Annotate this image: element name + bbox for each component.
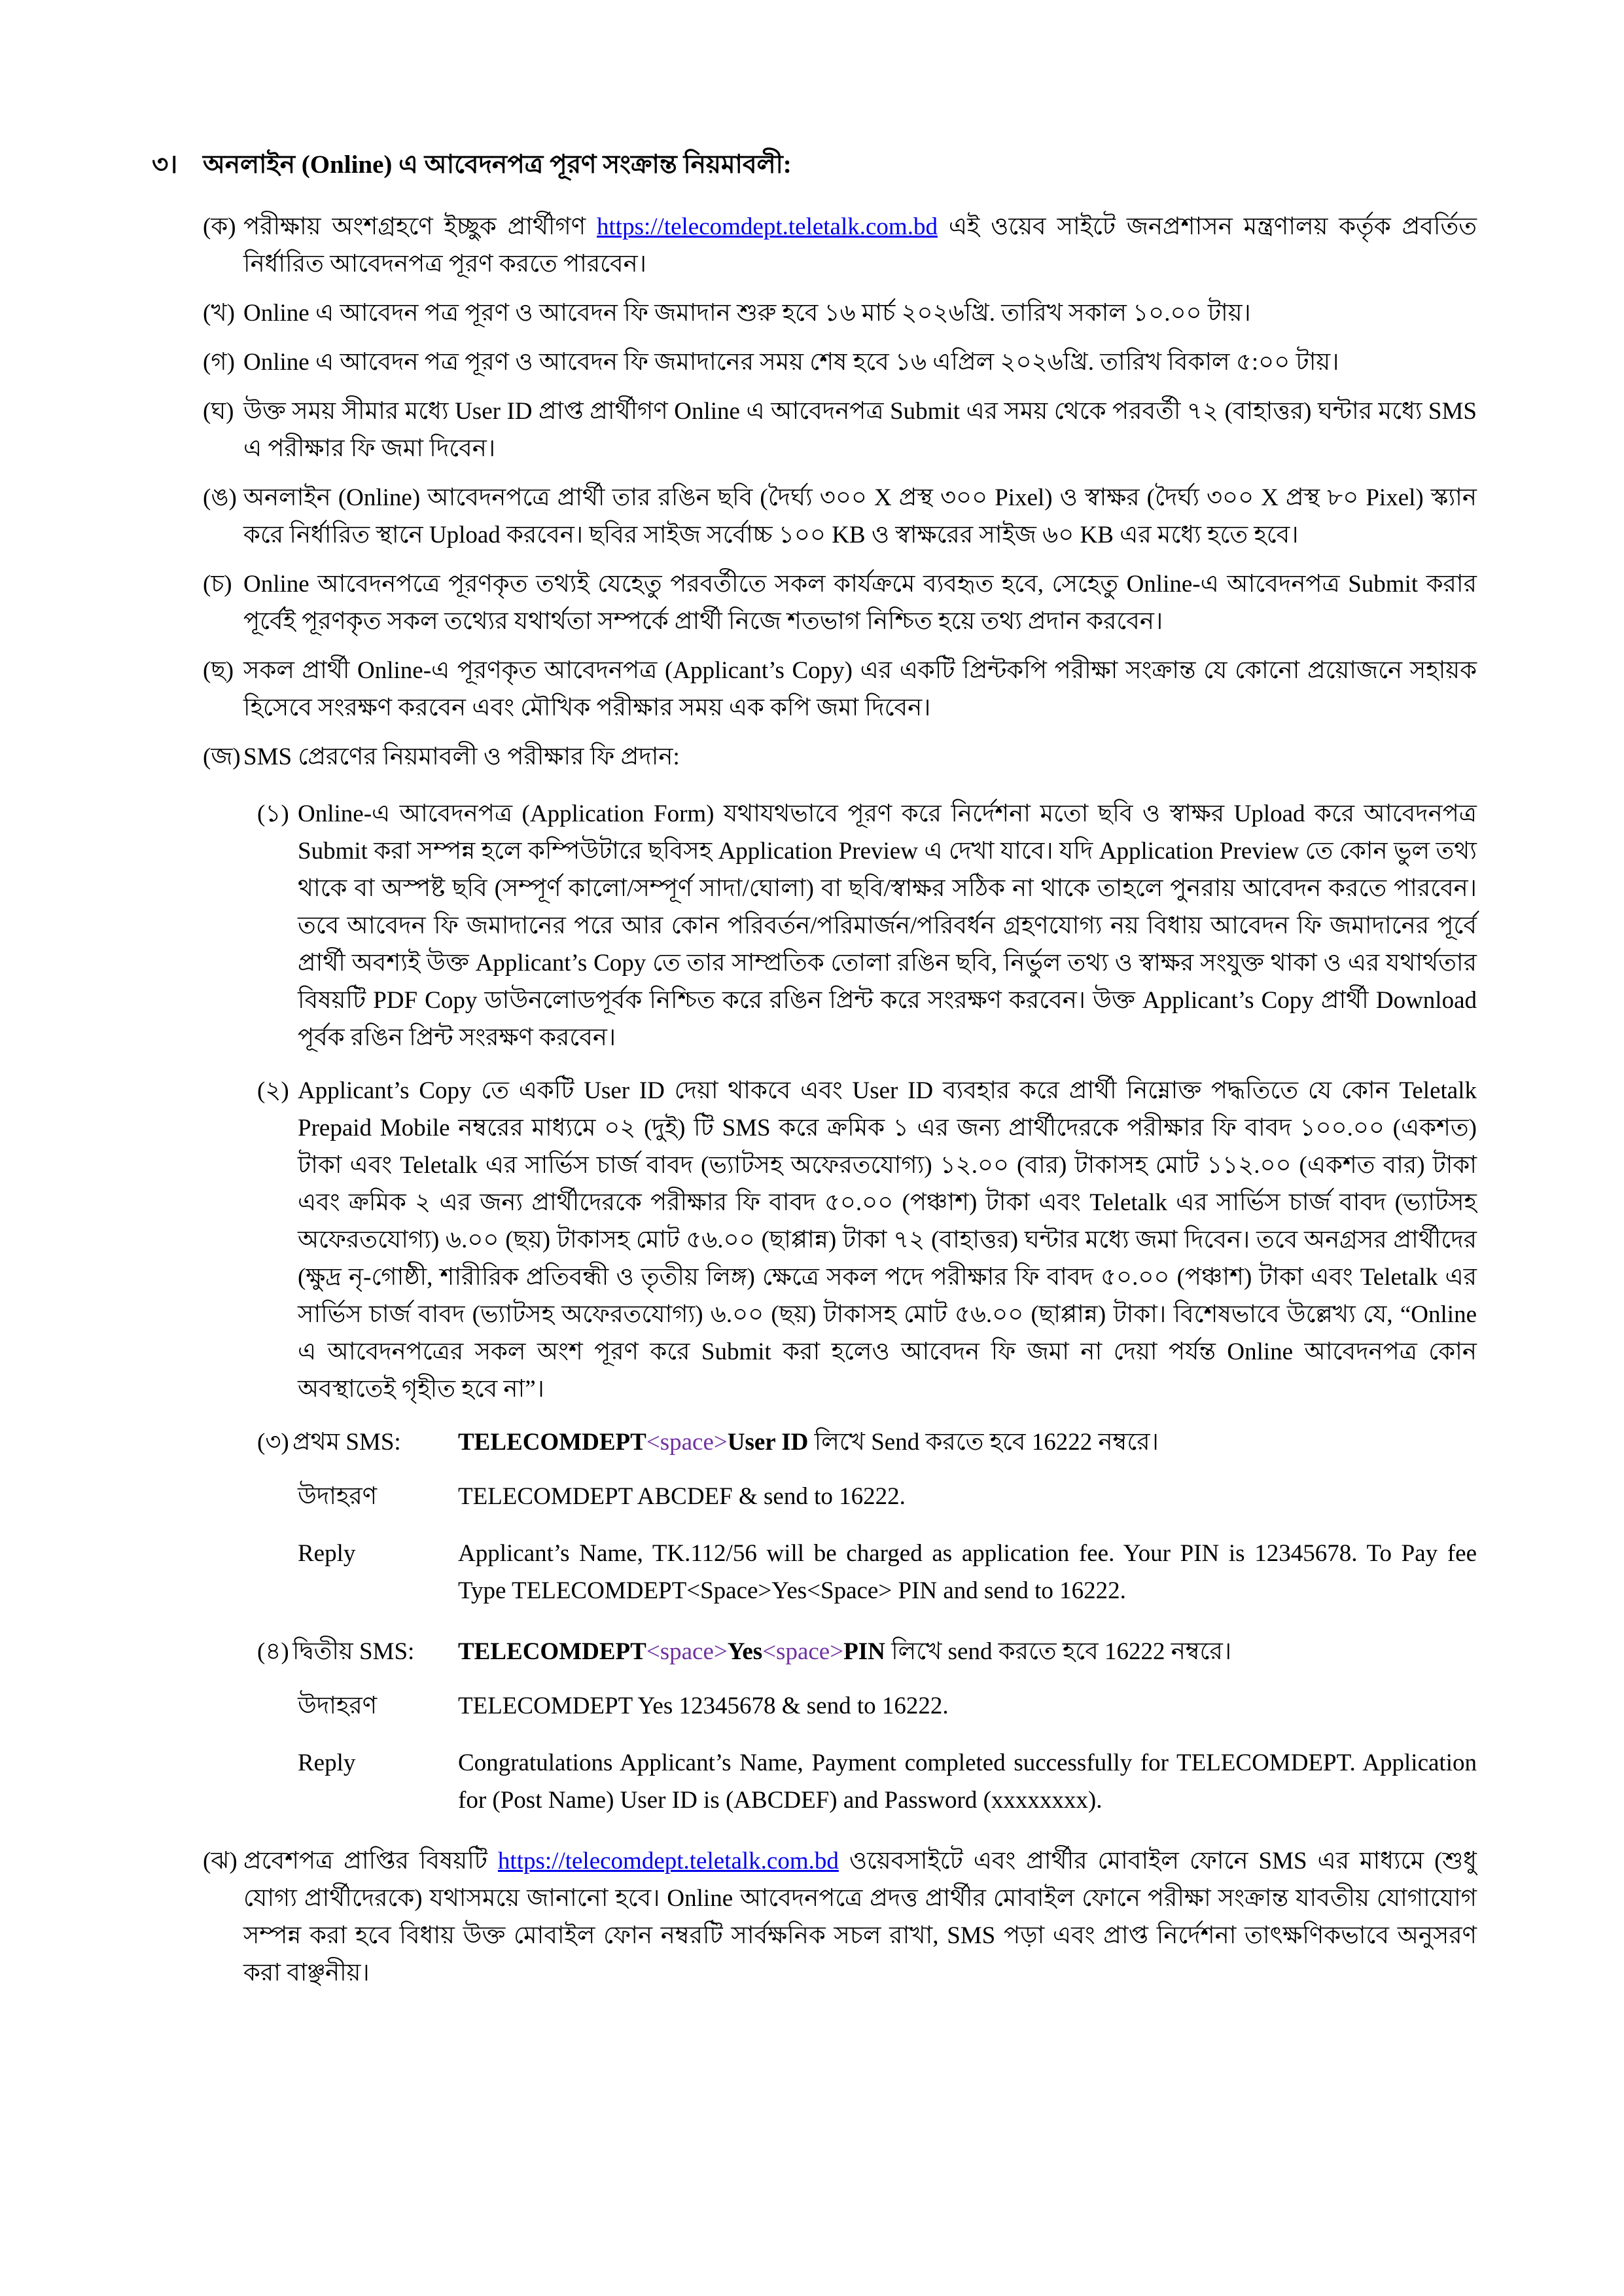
second-sms-command (458, 1633, 1477, 1670)
item-text-pre: পরীক্ষায় অংশগ্রহণে ইচ্ছুক প্রার্থীগণ (243, 213, 597, 240)
reply-label: Reply (298, 1749, 356, 1776)
item-text: উক্ত সময় সীমার মধ্যে User ID প্রাপ্ত প্রার্থীগণ Online এ আবেদনপত্র Submit এর সময় থেকে পরবর্তী ৭২ (বাহাত্তর) ঘন্টার মধ্যে SMS এ পরীক্ষার ফি জমা দিবেন। (243, 398, 1477, 462)
first-sms-title: প্রথম SMS: (292, 1429, 401, 1456)
space-tag: <space> (762, 1638, 844, 1665)
sms-keyword: TELECOMDEPT (458, 1429, 646, 1456)
item-gha (203, 393, 1477, 467)
example-label: উদাহরণ (298, 1693, 378, 1719)
second-sms-reply-row (298, 1744, 1477, 1819)
first-sms-command (458, 1424, 1477, 1461)
item-text: SMS প্রেরণের নিয়মাবলী ও পরীক্ষার ফি প্রদান: (243, 744, 680, 770)
item-label: (চ) (203, 571, 232, 598)
subitem-text: Online-এ আবেদনপত্র (Application Form) যথাযথভাবে পূরণ করে নির্দেশনা মতো ছবি ও স্বাক্ষর Upload করে আবেদনপত্র Submit করা সম্পন্ন হলে কম্পিউটারে ছবিসহ Application Preview এ দেখা যাবে। যদি Application Preview তে কোন ভুল তথ্য থাকে বা অস্পষ্ট ছবি (সম্পূর্ণ কালো/সম্পূর্ণ সাদা/ঘোলা) বা ছবি/স্বাক্ষর সঠিক না থাকে তাহলে পুনরায় আবেদন করতে পারবেন। তবে আবেদন ফি জমাদানের পরে আর কোন পরিবর্তন/পরিমার্জন/পরিবর্ধন গ্রহণযোগ্য নয় বিধায় আবেদন ফি জমাদানের পূর্বে প্রার্থী অবশ্যই উক্ত Applicant’s Copy তে তার সাম্প্রতিক তোলা রঙিন ছবি, নির্ভুল তথ্য ও স্বাক্ষর সংযুক্ত থাকা ও এর যথার্থতার বিষয়টি PDF Copy ডাউনলোডপূর্বক নিশ্চিত করে রঙিন প্রিন্ট করে সংরক্ষণ করবেন। উক্ত Applicant’s Copy প্রার্থী Download পূর্বক রঙিন প্রিন্ট সংরক্ষণ করবেন। (298, 800, 1477, 1051)
subitem-label: (৪) (257, 1638, 289, 1665)
item-label: (ক) (203, 213, 236, 240)
item-label: (জ) (203, 744, 241, 770)
item-uno (203, 479, 1477, 554)
item-text: সকল প্রার্থী Online-এ পূরণকৃত আবেদনপত্র (Applicant’s Copy) এর একটি প্রিন্টকপি পরীক্ষা সংক্রান্ত যে কোনো প্রয়োজনে সহায়ক হিসেবে সংরক্ষণ করবেন এবং মৌখিক পরীক্ষার সময় এক কপি জমা দিবেন। (243, 657, 1477, 721)
sms-keyword: Yes (727, 1638, 763, 1665)
example-text: TELECOMDEPT ABCDEF & send to 16222. (458, 1483, 906, 1510)
application-website-link[interactable]: https://telecomdept.teletalk.com.bd (597, 213, 938, 240)
admit-card-website-link[interactable]: https://telecomdept.teletalk.com.bd (497, 1848, 839, 1874)
second-sms-title: দ্বিতীয় SMS: (292, 1638, 415, 1665)
first-sms-instruction-row (257, 1424, 1477, 1461)
item-label: (গ) (203, 349, 235, 376)
document-content (152, 145, 1477, 2003)
example-label: উদাহরণ (298, 1483, 378, 1510)
item-ka (203, 208, 1477, 283)
second-sms-example-row (298, 1687, 1477, 1725)
first-sms-reply-row (298, 1535, 1477, 1609)
item-text: Online আবেদনপত্রে পূরণকৃত তথ্যই যেহেতু পরবর্তীতে সকল কার্যক্রমে ব্যবহৃত হবে, সেহেতু Online-এ আবেদনপত্র Submit করার পূর্বেই পূরণকৃত সকল তথ্যের যথার্থতা সম্পর্কে প্রার্থী নিজে শতভাগ নিশ্চিত হয়ে তথ্য প্রদান করবেন। (243, 571, 1477, 635)
item-kha (203, 295, 1477, 332)
item-ga (203, 344, 1477, 381)
sms-command-rest: লিখে Send করতে হবে 16222 নম্বরে। (808, 1429, 1159, 1456)
subitem-text: Applicant’s Copy তে একটি User ID দেয়া থাকবে এবং User ID ব্যবহার করে প্রার্থী নিম্নোক্ত পদ্ধতিতে যে কোন Teletalk Prepaid Mobile নম্বরের মাধ্যমে ০২ (দুই) টি SMS করে ক্রমিক ১ এর জন্য প্রার্থীদেরকে পরীক্ষার ফি বাবদ ১০০.০০ (একশত) টাকা এবং Teletalk এর সার্ভিস চার্জ বাবদ (ভ্যাটসহ অফেরতযোগ্য) ১২.০০ (বার) টাকাসহ মোট ১১২.০০ (একশত বার) টাকা এবং ক্রমিক ২ এর জন্য প্রার্থীদেরকে পরীক্ষার ফি বাবদ ৫০.০০ (পঞ্চাশ) টাকা এবং Teletalk এর সার্ভিস চার্জ বাবদ (ভ্যাটসহ অফেরতযোগ্য) ৬.০০ (ছয়) টাকাসহ মোট ৫৬.০০ (ছাপ্পান্ন) টাকা ৭২ (বাহাত্তর) ঘন্টার মধ্যে জমা দিবেন। তবে অনগ্রসর প্রার্থীদের (ক্ষুদ্র নৃ-গোষ্ঠী, শারীরিক প্রতিবন্ধী ও তৃতীয় লিঙ্গ) ক্ষেত্রে সকল পদে পরীক্ষার ফি বাবদ ৫০.০০ (পঞ্চাশ) টাকা এবং Teletalk এর সার্ভিস চার্জ বাবদ (ভ্যাটসহ অফেরতযোগ্য) ৬.০০ (ছয়) টাকাসহ মোট ৫৬.০০ (ছাপ্পান্ন) টাকা। বিশেষভাবে উল্লেখ্য যে, “Online এ আবেদনপত্রের সকল অংশ পূরণ করে Submit করা হলেও আবেদন ফি জমা না দেয়া পর্যন্ত Online আবেদনপত্র কোন অবস্থাতেই গৃহীত হবে না”। (298, 1077, 1477, 1403)
sms-keyword: PIN (843, 1638, 885, 1665)
first-sms-example-row (298, 1478, 1477, 1515)
item-text (243, 1842, 1477, 1992)
item-text: Online এ আবেদন পত্র পূরণ ও আবেদন ফি জমাদান শুরু হবে ১৬ মার্চ ২০২৬খ্রি. তারিখ সকাল ১০.০০ টায়। (243, 300, 1251, 327)
reply-text: Congratulations Applicant’s Name, Payment completed successfully for TELECOMDEPT. Application for (Post Name) User ID is (ABCDEF) and Password (xxxxxxxx). (458, 1749, 1477, 1814)
item-text: Online এ আবেদন পত্র পূরণ ও আবেদন ফি জমাদানের সময় শেষ হবে ১৬ এপ্রিল ২০২৬খ্রি. তারিখ বিকাল ৫:০০ টায়। (243, 349, 1339, 376)
space-tag: <space> (646, 1638, 728, 1665)
sms-subitem-2 (257, 1072, 1477, 1408)
item-text-post: ওয়েবসাইটে এবং প্রার্থীর মোবাইল ফোনে SMS এর মাধ্যমে (শুধু যোগ্য প্রার্থীদেরকে) যথাসময়ে জানানো হবে। Online আবেদনপত্রে প্রদত্ত প্রার্থীর মোবাইল ফোনে পরীক্ষা সংক্রান্ত যাবতীয় যোগাযোগ সম্পন্ন করা হবে বিধায় উক্ত মোবাইল ফোন নম্বরটি সার্বক্ষনিক সচল রাখা, SMS পড়া এবং প্রাপ্ত নির্দেশনা তাৎক্ষণিকভাবে অনুসরণ করা বাঞ্ছনীয়। (243, 1848, 1477, 1986)
item-jha (203, 1842, 1477, 1992)
section-heading (152, 145, 1477, 185)
item-label: (খ) (203, 300, 235, 327)
item-label: (ছ) (203, 657, 234, 684)
item-cha (203, 652, 1477, 726)
subitem-label: (৩) (257, 1429, 289, 1456)
sms-keyword: User ID (727, 1429, 809, 1456)
space-tag: <space> (646, 1429, 728, 1456)
sms-command-rest: লিখে send করতে হবে 16222 নম্বরে। (885, 1638, 1232, 1665)
item-ja-sms-rules-header (203, 738, 1477, 776)
section-number: ৩। (152, 151, 178, 179)
sms-rules-sublist (152, 795, 1477, 1819)
subitem-label: (১) (257, 800, 289, 827)
item-text-post: এই ওয়েব সাইটে জনপ্রশাসন মন্ত্রণালয় কর্তৃক প্রবর্তিত নির্ধারিত আবেদনপত্র পূরণ করতে পারবেন। (243, 213, 1477, 278)
item-label: (ঙ) (203, 484, 237, 511)
sms-keyword: TELECOMDEPT (458, 1638, 646, 1665)
item-label: (ঘ) (203, 398, 234, 425)
reply-text: Applicant’s Name, TK.112/56 will be charged as application fee. Your PIN is 12345678. To Pay fee Type TELECOMDEPT<Space>Yes<Space> PIN and send to 16222. (458, 1540, 1477, 1604)
example-text: TELECOMDEPT Yes 12345678 & send to 16222. (458, 1693, 949, 1719)
item-text (243, 208, 1477, 283)
item-text-pre: প্রবেশপত্র প্রাপ্তির বিষয়টি (243, 1848, 498, 1874)
reply-label: Reply (298, 1540, 356, 1567)
subitem-label: (২) (257, 1077, 289, 1104)
item-text: অনলাইন (Online) আবেদনপত্রে প্রার্থী তার রঙিন ছবি (দৈর্ঘ্য ৩০০ X প্রস্থ ৩০০ Pixel) ও স্বাক্ষর (দৈর্ঘ্য ৩০০ X প্রস্থ ৮০ Pixel) স্ক্যান করে নির্ধারিত স্থানে Upload করবেন। ছবির সাইজ সর্বোচ্চ ১০০ KB ও স্বাক্ষরের সাইজ ৬০ KB এর মধ্যে হতে হবে। (243, 484, 1477, 548)
item-ca (203, 565, 1477, 640)
sms-subitem-1 (257, 795, 1477, 1056)
item-label: (ঝ) (203, 1848, 238, 1874)
second-sms-instruction-row (257, 1633, 1477, 1670)
section-title: অনলাইন (Online) এ আবেদনপত্র পূরণ সংক্রান্ত নিয়মাবলী: (203, 151, 792, 179)
